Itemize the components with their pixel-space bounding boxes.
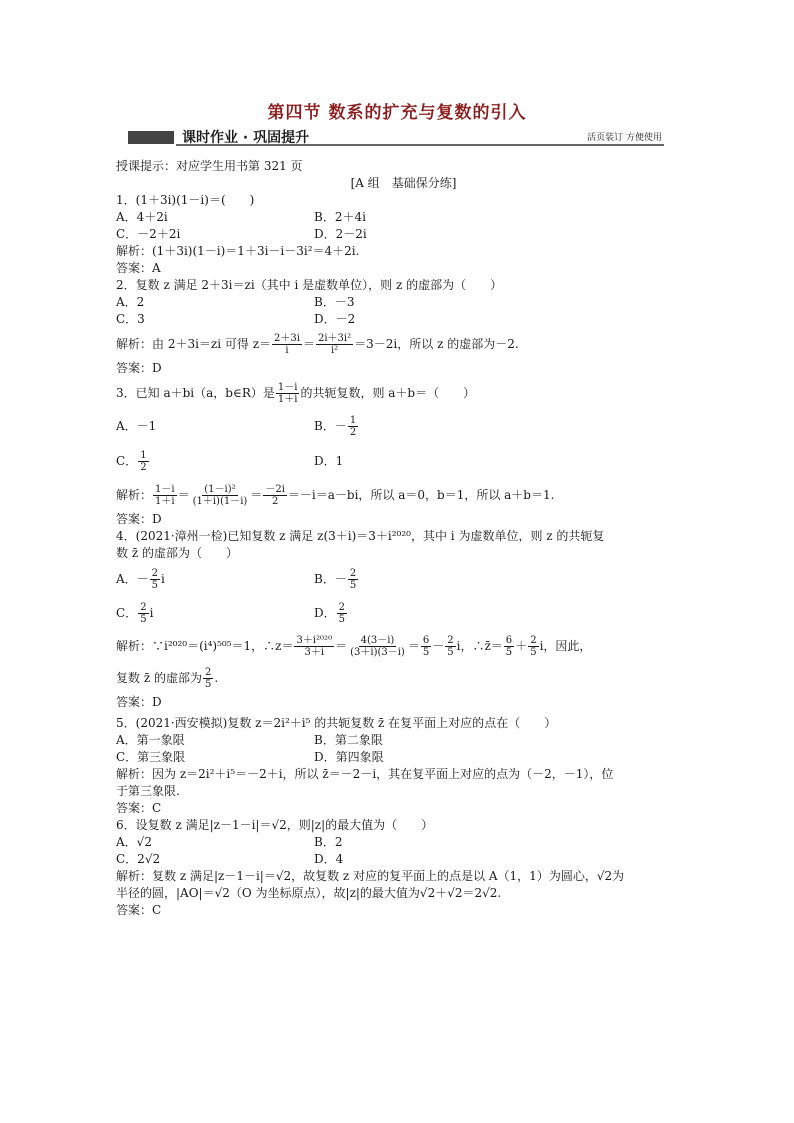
fraction: $\frac{2}{5}$	[204, 666, 212, 690]
hint-line: 授课提示：对应学生用书第 321 页	[116, 159, 303, 173]
q3-options-row1	[116, 409, 691, 443]
banner-label: 课时作业 · 巩固提升	[182, 130, 310, 146]
q4-option-b: B．－ $\frac{2}{5}$	[314, 567, 357, 591]
q4-option-a: A．－ $\frac{2}{5}$ i	[116, 567, 165, 591]
exercise-content	[116, 158, 691, 919]
fraction: $\frac{\text{3＋i²⁰²⁰}}{3+i}$	[296, 634, 333, 658]
q4-stem-line1: 4．(2021·漳州一检)已知复数 z 满足 z(3＋i)＝3＋i²⁰²⁰，其中 i 为虚数单位，则 z 的共轭复	[116, 529, 605, 543]
q4-options-row1	[116, 562, 691, 596]
fraction: $\frac{6}{5}$	[505, 634, 513, 658]
q3-option-d: D．1	[314, 453, 344, 468]
fraction: $\frac{1-i}{1+i}$	[277, 381, 298, 405]
q2-answer: 答案：D	[116, 361, 162, 375]
fraction: $\frac{-2i}{2}$	[265, 483, 285, 507]
q5-options-row1	[116, 732, 691, 749]
q3-stem: 3．已知 a＋bi（a，b∈R）是 $\frac{1-i}{1+i}$ 的共轭复数，则 a＋b＝（ ）	[116, 381, 476, 405]
q5-options-row2	[116, 749, 691, 766]
q4-solution-line1: 解析：∵i²⁰²⁰＝(i⁴)⁵⁰⁵＝1，∴z＝ $\frac{\text{3＋i²⁰²⁰}}{3+i}$ ＝ $\frac{4(3-i)}{(3+i)(3-i)}$ ＝ $\frac{6}{5}$ － $\frac{2}{5}$ i，∴z̄＝ $\frac{6}{5}$ ＋ $\frac{2}{5}$ i，因此，	[116, 634, 592, 658]
q2-stem: 2．复数 z 满足 2＋3i＝zi（其中 i 是虚数单位），则 z 的虚部为（ ）	[116, 278, 503, 292]
fraction: $\frac{\text{2i＋3i²}}{\text{i²}}$	[318, 332, 352, 356]
fraction: $\frac{2+3i}{i}$	[274, 332, 300, 356]
fraction: $\frac{2}{5}$	[530, 634, 537, 658]
q1-option-d: D．2－2i	[314, 227, 367, 241]
fraction: $\frac{\text{(1－i)²}}{(1+i)(1-i)}$	[192, 483, 248, 507]
q1-solution: 解析：(1＋3i)(1－i)＝1＋3i－i－3i²＝4＋2i.	[116, 244, 360, 258]
q5-solution-line2: 于第三象限.	[116, 784, 180, 798]
fraction: $\frac{6}{5}$	[422, 634, 430, 658]
q5-solution-line1: 解析：因为 z＝2i²＋i⁵＝－2＋i，所以 z̄＝－2－i，其在复平面上对应的点为（－2，－1），位	[116, 767, 614, 781]
q1-option-a: A．4＋2i	[116, 210, 168, 224]
banner-note: 活页装订 方便使用	[587, 133, 662, 143]
group-heading: [A 组 基础保分练]	[350, 176, 457, 190]
q1-options-row2	[116, 226, 691, 243]
q6-solution-line1: 解析：复数 z 满足|z－1－i|＝√2，故复数 z 对应的复平面上的点是以 A（1，1）为圆心，√2为	[116, 869, 625, 883]
fraction: $\frac{2}{5}$	[447, 634, 454, 658]
q3-solution: 解析： $\frac{1-i}{1+i}$ ＝ $\frac{\text{(1－i)²}}{(1+i)(1-i)}$ ＝ $\frac{-2i}{2}$ ＝－i＝a－bi，所以 a＝0，b＝1，所以 a＋b＝1.	[116, 483, 555, 507]
q4-options-row2	[116, 596, 691, 630]
q1-stem: 1．(1＋3i)(1－i)＝( )	[116, 193, 255, 207]
q3-option-a: A．－1	[116, 418, 157, 433]
q4-stem-line2: 数 z̄ 的虚部为（ ）	[116, 546, 238, 560]
q2-option-d: D．－2	[314, 312, 356, 326]
q4-solution-line2: 复数 z̄ 的虚部为 $\frac{2}{5}$ .	[116, 666, 219, 690]
q6-answer: 答案：C	[116, 903, 162, 917]
q4-option-d: D． $\frac{2}{5}$	[314, 601, 345, 625]
banner-bar	[128, 131, 174, 144]
q3-option-c: C． $\frac{1}{2}$	[116, 449, 147, 473]
q1-answer: 答案：A	[116, 261, 161, 275]
q6-stem: 6．设复数 z 满足|z－1－i|＝√2，则|z|的最大值为（ ）	[116, 818, 434, 832]
q2-option-c: C．3	[116, 312, 145, 326]
q5-option-c: C．第三象限	[116, 750, 186, 764]
fraction: $\frac{1-i}{1+i}$	[155, 483, 175, 507]
q2-option-a: A．2	[116, 295, 145, 309]
q6-solution-line2: 半径的圆，|AO|＝√2（O 为坐标原点），故|z|的最大值为√2＋√2＝2√2.	[116, 886, 502, 900]
q4-answer: 答案：D	[116, 695, 162, 709]
q6-option-b: B．2	[314, 835, 343, 849]
q5-answer: 答案：C	[116, 801, 162, 815]
q3-options-row2	[116, 443, 691, 479]
q2-options-row2	[116, 311, 691, 328]
q5-option-b: B．第二象限	[314, 733, 383, 747]
q5-option-a: A．第一象限	[116, 733, 185, 747]
q5-option-d: D．第四象限	[314, 750, 384, 764]
q2-option-b: B．－3	[314, 295, 355, 309]
q1-option-c: C．－2＋2i	[116, 227, 181, 241]
q1-option-b: B．2＋4i	[314, 210, 366, 224]
q5-stem: 5．(2021·西安模拟)复数 z＝2i²＋i⁵ 的共轭复数 z̄ 在复平面上对应的点在（ ）	[116, 716, 557, 730]
q3-option-b: B．－ $\frac{1}{2}$	[314, 414, 357, 438]
q1-options-row1	[116, 209, 691, 226]
q6-options-row2	[116, 851, 691, 868]
q4-option-c: C． $\frac{2}{5}$ i	[116, 601, 154, 625]
q6-options-row1	[116, 834, 691, 851]
q2-solution: 解析：由 2＋3i＝zi 可得 z＝ $\frac{2+3i}{i}$ ＝ $\frac{\text{2i＋3i²}}{\text{i²}}$ ＝3－2i，所以 z 的虚部为－2.	[116, 332, 519, 356]
q6-option-d: D．4	[314, 852, 344, 866]
q6-option-a: A．√2	[116, 835, 152, 849]
q6-option-c: C．2√2	[116, 852, 161, 866]
homework-banner	[128, 128, 668, 148]
q3-answer: 答案：D	[116, 512, 162, 526]
q2-options-row1	[116, 294, 691, 311]
fraction: $\frac{4(3-i)}{(3+i)(3-i)}$	[350, 634, 405, 658]
section-title: 第四节 数系的扩充与复数的引入	[267, 103, 527, 123]
